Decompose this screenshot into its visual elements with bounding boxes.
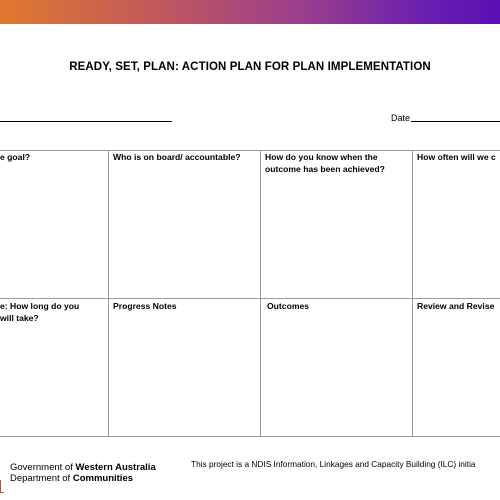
action-plan-table xyxy=(0,150,500,436)
table-bottom-border xyxy=(0,436,500,437)
cell-frequency-header: How often will we c xyxy=(417,152,496,162)
department-line: Department of Communities xyxy=(10,473,134,484)
table-column-divider xyxy=(108,150,109,436)
table-column-divider xyxy=(260,150,261,436)
cell-timeframe-header: e: How long do you will take? xyxy=(0,301,80,323)
date-underline-field[interactable] xyxy=(411,121,500,122)
cell-accountable-header: Who is on board/ accountable? xyxy=(113,152,241,162)
page-title: READY, SET, PLAN: ACTION PLAN FOR PLAN IMPLEMENTATION xyxy=(69,61,431,73)
government-line: Government of Western Australia xyxy=(10,462,156,473)
cell-outcomes-header: Outcomes xyxy=(267,301,310,311)
table-row-divider xyxy=(0,298,500,299)
date-label: Date xyxy=(391,113,411,123)
cell-goal-header: e goal? xyxy=(0,152,31,162)
cell-review-revise-header: Review and Revise xyxy=(417,301,495,311)
table-column-divider xyxy=(412,150,413,436)
corner-mark xyxy=(0,480,4,493)
cell-outcome-achieved-header: How do you know when the outcome has been achieved? xyxy=(265,152,385,174)
header-gradient-bar xyxy=(0,0,500,24)
cell-progress-notes-header: Progress Notes xyxy=(113,301,177,311)
government-logo-text xyxy=(10,462,156,484)
name-underline-field[interactable] xyxy=(0,121,172,122)
footer-project-note: This project is a NDIS Information, Linkages and Capacity Building (ILC) initia xyxy=(191,459,476,469)
